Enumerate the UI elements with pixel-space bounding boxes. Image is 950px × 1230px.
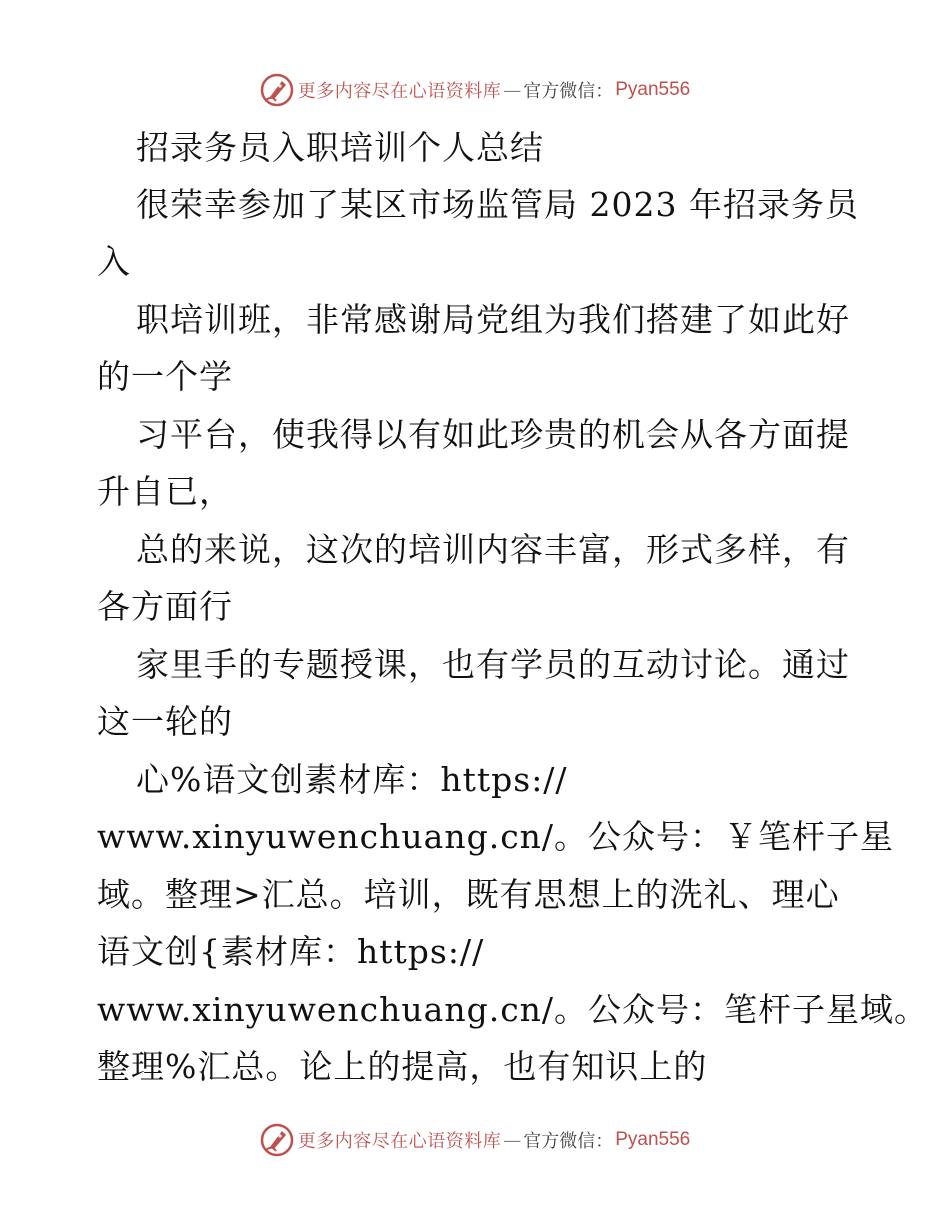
body-line: www.xinyuwenchuang.cn/。公众号：￥笔杆子星 <box>97 817 895 856</box>
body-line: 家里手的专题授课，也有学员的互动讨论。通过 <box>136 645 850 684</box>
footer-separator: — <box>503 1129 522 1151</box>
body-line: 入 <box>97 242 131 281</box>
footer-wechat-label: 官方微信： <box>523 1131 614 1152</box>
body-line: 总的来说，这次的培训内容丰富，形式多样，有 <box>136 530 850 569</box>
body-line: 整理%汇总。论上的提高，也有知识上的 <box>97 1047 708 1086</box>
body-line: 职培训班，非常感谢局党组为我们搭建了如此好 <box>136 300 850 339</box>
body-line: 习平台，使我得以有如此珍贵的机会从各方面提 <box>136 415 850 454</box>
header-banner <box>0 70 950 110</box>
document-title: 招录务员入职培训个人总结 <box>136 128 544 167</box>
body-line: 很荣幸参加了某区市场监管局 2023 年招录务员 <box>136 185 859 224</box>
pen-nib-logo-icon <box>260 1123 294 1157</box>
header-wechat-id: Pyan556 <box>615 79 691 100</box>
pen-nib-logo-icon <box>260 73 294 107</box>
body-line: 这一轮的 <box>97 702 233 741</box>
body-line: 各方面行 <box>97 587 233 626</box>
header-separator: — <box>503 79 522 101</box>
footer-brand-text: 更多内容尽在心语资料库 <box>297 1131 502 1152</box>
body-line: 语文创{素材库：https:// <box>97 932 485 971</box>
header-brand-text: 更多内容尽在心语资料库 <box>297 81 502 102</box>
body-line: 心%语文创素材库：https:// <box>136 760 568 799</box>
header-wechat-label: 官方微信： <box>523 81 614 102</box>
body-line: www.xinyuwenchuang.cn/。公众号：笔杆子星域。 <box>97 990 929 1029</box>
footer-wechat-id: Pyan556 <box>615 1129 691 1150</box>
footer-banner <box>0 1120 950 1160</box>
body-line: 域。整理>汇总。培训，既有思想上的洗礼、理心 <box>97 875 840 914</box>
body-line: 的一个学 <box>97 357 233 396</box>
body-line: 升自已， <box>97 472 233 511</box>
